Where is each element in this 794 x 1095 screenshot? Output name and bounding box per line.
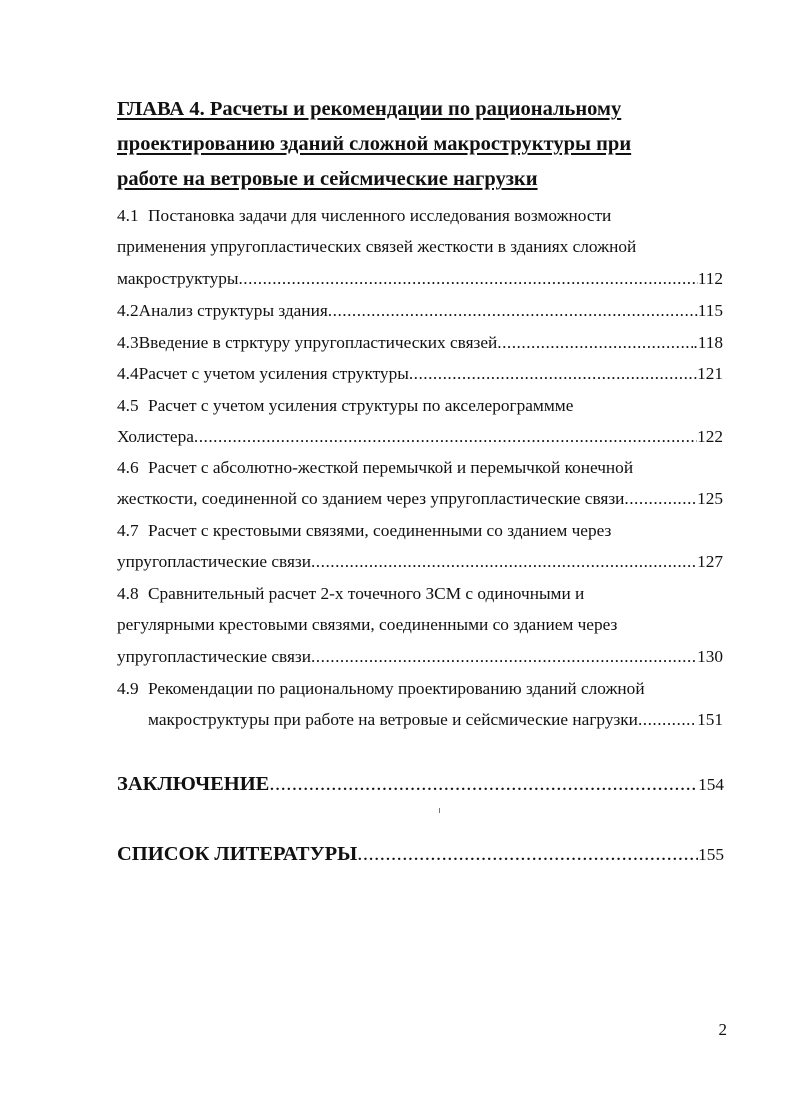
toc-page-number: .118: [693, 333, 723, 352]
dot-leader: [311, 546, 697, 577]
toc-entry-references[interactable]: [117, 839, 724, 870]
toc-page-number: 130: [697, 646, 723, 666]
toc-entry-4-8[interactable]: [117, 578, 723, 672]
toc-entry-4-2[interactable]: [117, 295, 723, 326]
toc-page-number: 151: [697, 710, 723, 730]
toc-entry-title: Постановка задачи для численного исследования возможности: [148, 206, 612, 225]
toc-entry-title: Анализ структуры здания: [138, 301, 328, 320]
toc-entry-title: Расчет с абсолютно-жесткой перемычкой и перемычкой конечной: [148, 458, 634, 477]
toc-entry-4-4[interactable]: [117, 358, 723, 389]
toc-entry-title: Сравнительный расчет 2-х точечного ЗСМ с одиночными и: [148, 584, 585, 603]
references-title: СПИСОК ЛИТЕРАТУРЫ: [117, 843, 358, 865]
toc-entry-title-end: упругопластические связи: [117, 552, 311, 572]
scan-speck: [439, 808, 440, 813]
toc-page-number: 121: [697, 364, 723, 383]
toc-entry-title-end: упругопластические связи: [117, 646, 311, 666]
dot-leader: [409, 358, 697, 389]
toc-entry-title: Введение в стрктуру упругопластических связей: [138, 333, 498, 352]
toc-number: 4.8: [117, 584, 139, 603]
chapter-title-line-3: работе на ветровые и сейсмические нагрузки: [117, 168, 538, 190]
toc-number: 4.2: [117, 301, 139, 320]
chapter-4-title: [117, 92, 717, 197]
dot-leader: [311, 641, 697, 672]
toc-entry-title-continued: применения упругопластических связей жесткости в зданиях сложной: [117, 237, 637, 257]
dot-leader: [194, 421, 697, 452]
toc-entry-title: Расчет с крестовыми связями, соединенными со зданием через: [148, 521, 612, 540]
toc-page-number: 125: [697, 489, 723, 509]
toc-entry-4-6[interactable]: [117, 452, 723, 515]
page-number: 2: [718, 1020, 727, 1039]
toc-entry-title-continued: регулярными крестовыми связями, соединенными со зданием через: [117, 615, 618, 635]
toc-number: 4.1: [117, 206, 139, 225]
dot-leader: [328, 295, 698, 326]
chapter-title-line-2: проектированию зданий сложной макроструктуры при: [117, 133, 632, 155]
dot-leader: [497, 327, 693, 358]
toc-page-number: 112: [697, 268, 723, 288]
toc-number: 4.7: [117, 521, 139, 540]
toc-entry-4-9[interactable]: [117, 673, 723, 736]
chapter-title-line-1: ГЛАВА 4. Расчеты и рекомендации по рациональному: [117, 98, 622, 120]
dot-leader: [238, 263, 697, 294]
toc-number: 4.6: [117, 458, 139, 477]
toc-entry-title-end: Холистера: [117, 427, 194, 447]
toc-entry-title-end: макроструктуры: [117, 268, 239, 288]
toc-entry-4-1[interactable]: [117, 200, 723, 294]
dot-leader: [638, 704, 697, 735]
toc-number: 4.4: [117, 364, 139, 383]
toc-entry-title: Рекомендации по рациональному проектированию зданий сложной: [148, 679, 645, 698]
toc-page-number: 154: [698, 775, 724, 794]
toc-entry-title-end: жесткости, соединенной со зданием через упругопластические связи: [117, 489, 625, 509]
toc-entry-title: Расчет с учетом усиления структуры по акселерограммме: [148, 396, 574, 415]
conclusion-title: ЗАКЛЮЧЕНИЕ: [117, 773, 270, 795]
toc-number: 4.3: [117, 333, 139, 352]
toc-page-number: 122: [697, 427, 723, 447]
toc-page-number: 115: [697, 301, 723, 320]
toc-entry-title-end: макроструктуры при работе на ветровые и сейсмические нагрузки: [148, 710, 638, 730]
toc-page-number: 127: [697, 552, 723, 572]
toc-entry-4-7[interactable]: [117, 515, 723, 578]
dot-leader: [269, 769, 698, 799]
toc-entry-conclusion[interactable]: [117, 769, 724, 800]
dot-leader: [624, 483, 697, 514]
toc-entry-title: Расчет с учетом усиления структуры: [138, 364, 409, 383]
dot-leader: [357, 839, 698, 869]
toc-entry-4-3[interactable]: [117, 327, 723, 358]
toc-number: 4.5: [117, 396, 139, 415]
toc-page-number: 155: [698, 845, 724, 864]
toc-number: 4.9: [117, 679, 139, 698]
toc-entry-4-5[interactable]: [117, 390, 723, 453]
